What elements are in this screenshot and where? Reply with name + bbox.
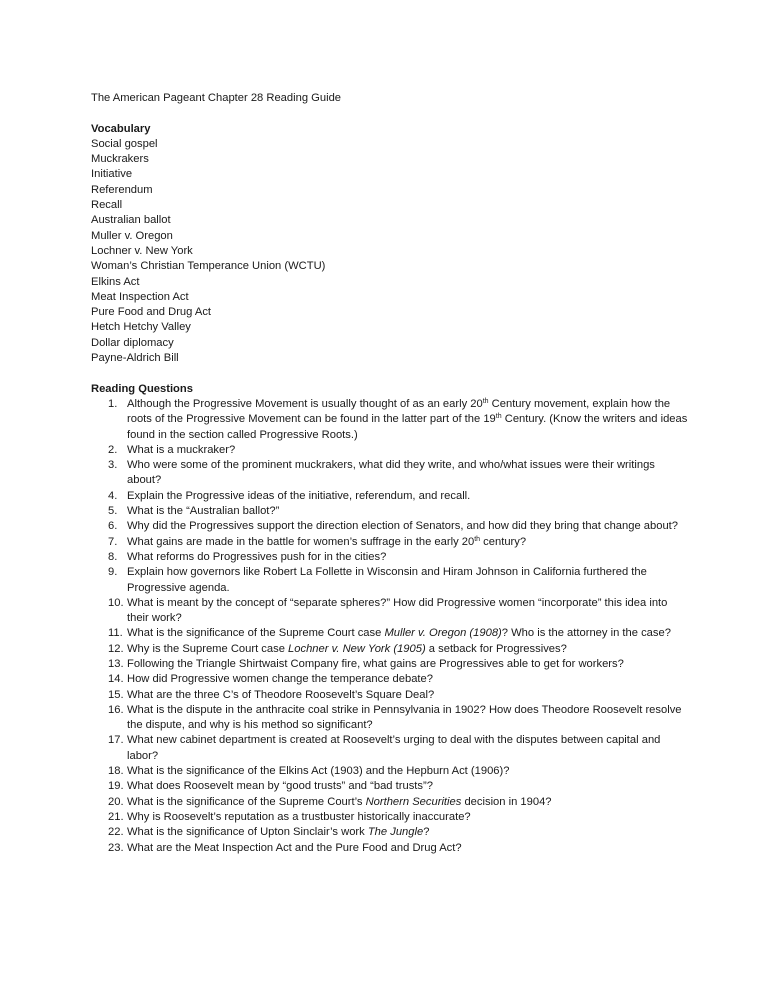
reading-question bbox=[91, 397, 691, 443]
vocabulary-item: Payne-Aldrich Bill bbox=[91, 352, 179, 365]
vocabulary-heading: Vocabulary bbox=[91, 122, 151, 135]
question-text bbox=[127, 520, 678, 532]
reading-question bbox=[91, 688, 691, 703]
question-number: 11. bbox=[108, 627, 123, 640]
text-run: What is a muckraker? bbox=[127, 443, 236, 456]
question-number: 6. bbox=[108, 520, 118, 533]
document-page bbox=[91, 91, 691, 856]
text-run: What new cabinet department is created at Roosevelt’s urging to deal with the disputes between capital and labor? bbox=[127, 734, 661, 762]
vocabulary-item: Hetch Hetchy Valley bbox=[91, 321, 191, 334]
text-run: a setback for Progressives? bbox=[425, 642, 567, 655]
vocabulary-item: Muckrakers bbox=[91, 153, 149, 166]
text-run: ? Who is the attorney in the case? bbox=[501, 627, 671, 640]
question-number: 21. bbox=[108, 810, 124, 823]
text-run: ? bbox=[423, 826, 430, 839]
question-number: 19. bbox=[108, 780, 124, 793]
question-number: 2. bbox=[108, 443, 118, 456]
question-number: 22. bbox=[108, 826, 124, 839]
vocabulary-item: Recall bbox=[91, 199, 123, 212]
text-run: Explain the Progressive ideas of the initiative, referendum, and recall. bbox=[127, 489, 471, 502]
reading-question bbox=[91, 489, 691, 504]
vocabulary-item: Elkins Act bbox=[91, 275, 140, 288]
text-run: What is the significance of the Supreme Court’s bbox=[127, 795, 366, 808]
question-number: 10. bbox=[108, 596, 124, 609]
question-text bbox=[127, 459, 655, 486]
reading-questions-heading: Reading Questions bbox=[91, 382, 193, 395]
question-text bbox=[127, 597, 667, 624]
vocabulary-item: Meat Inspection Act bbox=[91, 290, 189, 303]
document-title: The American Pageant Chapter 28 Reading Guide bbox=[91, 92, 342, 104]
reading-question bbox=[91, 657, 691, 672]
reading-question bbox=[91, 810, 691, 825]
vocabulary-item: Dollar diplomacy bbox=[91, 336, 174, 349]
text-run: What is the significance of the Supreme Court case bbox=[127, 627, 385, 640]
text-run: What does Roosevelt mean by “good trusts” and “bad trusts”? bbox=[127, 780, 433, 793]
question-text bbox=[127, 643, 567, 655]
text-run: Century movement, explain how the roots of the Progressive Movement can be found in the latter part of the 19 bbox=[127, 397, 671, 426]
text-run: What are the three C’s of Theodore Roosevelt’s Square Deal? bbox=[127, 688, 435, 701]
text-run: Why is the Supreme Court case bbox=[127, 642, 289, 655]
vocabulary-item: Muller v. Oregon bbox=[91, 229, 173, 242]
text-run: How did Progressive women change the temperance debate? bbox=[127, 673, 433, 686]
italic-title: The Jungle bbox=[367, 826, 424, 839]
question-number: 23. bbox=[108, 841, 124, 854]
question-number: 12. bbox=[108, 642, 124, 655]
question-number: 5. bbox=[108, 505, 118, 518]
text-run: Why is Roosevelt’s reputation as a trustbuster historically inaccurate? bbox=[127, 810, 471, 823]
reading-question bbox=[91, 596, 691, 627]
text-run: Who were some of the prominent muckrakers, what did they write, and who/what issues were their writings about? bbox=[127, 459, 655, 487]
question-text bbox=[127, 780, 433, 792]
question-text bbox=[127, 536, 526, 548]
text-run: What are the Meat Inspection Act and the Pure Food and Drug Act? bbox=[127, 841, 462, 854]
question-number: 9. bbox=[108, 566, 118, 579]
question-number: 14. bbox=[108, 673, 124, 686]
question-text bbox=[127, 627, 671, 639]
question-number: 1. bbox=[108, 397, 118, 410]
text-run: What is the significance of Upton Sinclair’s work bbox=[127, 826, 368, 839]
italic-title: Lochner v. New York (1905) bbox=[288, 642, 426, 655]
question-text bbox=[127, 505, 279, 517]
text-run: Although the Progressive Movement is usually thought of as an early 20 bbox=[127, 397, 483, 410]
text-run: What is the significance of the Elkins Act (1903) and the Hepburn Act (1906)? bbox=[127, 765, 510, 778]
question-number: 16. bbox=[108, 703, 124, 716]
reading-question bbox=[91, 535, 691, 550]
question-text bbox=[127, 551, 386, 563]
reading-question bbox=[91, 795, 691, 810]
vocabulary-list bbox=[91, 137, 691, 366]
question-text bbox=[127, 689, 434, 701]
question-text bbox=[127, 734, 660, 761]
question-text bbox=[127, 796, 552, 808]
text-run: Explain how governors like Robert La Follette in Wisconsin and Hiram Johnson in California furthered the Progressive agenda. bbox=[127, 566, 647, 594]
vocabulary-item: Referendum bbox=[91, 183, 153, 196]
vocabulary-item: Pure Food and Drug Act bbox=[91, 306, 212, 319]
reading-question bbox=[91, 443, 691, 458]
reading-question bbox=[91, 504, 691, 519]
question-number: 8. bbox=[108, 550, 118, 563]
italic-title: Northern Securities bbox=[365, 795, 462, 808]
text-run: Why did the Progressives support the direction election of Senators, and how did they bring that change about? bbox=[127, 520, 679, 533]
reading-question bbox=[91, 550, 691, 565]
reading-question bbox=[91, 733, 691, 764]
text-run: decision in 1904? bbox=[461, 795, 552, 808]
question-text bbox=[127, 658, 624, 670]
text-run: What reforms do Progressives push for in the cities? bbox=[127, 550, 387, 563]
question-number: 3. bbox=[108, 459, 118, 472]
text-run: Following the Triangle Shirtwaist Company fire, what gains are Progressives able to get for workers? bbox=[127, 657, 624, 670]
blank-line bbox=[91, 106, 691, 121]
reading-questions-list bbox=[91, 397, 691, 856]
reading-question bbox=[91, 779, 691, 794]
text-run: What is the dispute in the anthracite coal strike in Pennsylvania in 1902? How does Theodore Roosevelt resolve the dispute, and why is his method so significant? bbox=[127, 703, 682, 732]
question-text bbox=[127, 842, 462, 854]
reading-question bbox=[91, 764, 691, 779]
question-number: 18. bbox=[108, 765, 124, 778]
question-number: 4. bbox=[108, 489, 118, 502]
reading-question bbox=[91, 841, 691, 856]
reading-question bbox=[91, 642, 691, 657]
text-run: century? bbox=[480, 535, 527, 548]
text-run: What gains are made in the battle for women’s suffrage in the early 20 bbox=[127, 535, 475, 548]
question-text bbox=[127, 765, 509, 777]
question-text bbox=[127, 444, 235, 456]
text-run: What is the “Australian ballot?” bbox=[127, 505, 280, 518]
text-run: Century. (Know the writers and ideas found in the section called Progressive Roots.) bbox=[127, 413, 688, 441]
question-number: 20. bbox=[108, 795, 124, 808]
vocabulary-item: Social gospel bbox=[91, 137, 158, 150]
italic-title: Muller v. Oregon (1908) bbox=[384, 627, 502, 640]
question-text bbox=[127, 673, 433, 685]
vocabulary-item: Initiative bbox=[91, 168, 133, 181]
question-text bbox=[127, 398, 687, 441]
question-text bbox=[127, 826, 429, 838]
reading-question bbox=[91, 565, 691, 596]
reading-question bbox=[91, 703, 691, 734]
reading-question bbox=[91, 626, 691, 641]
vocabulary-item: Australian ballot bbox=[91, 214, 171, 227]
reading-question bbox=[91, 519, 691, 534]
reading-question bbox=[91, 458, 691, 489]
ordinal-suffix: th bbox=[474, 535, 481, 543]
vocabulary-item: Lochner v. New York bbox=[91, 244, 193, 257]
ordinal-suffix: th bbox=[482, 397, 489, 405]
vocabulary-item: Woman’s Christian Temperance Union (WCTU) bbox=[91, 260, 326, 273]
text-run: What is meant by the concept of “separate spheres?” How did Progressive women “incorporate” this idea into their work? bbox=[127, 596, 668, 625]
question-text bbox=[127, 704, 682, 731]
blank-line bbox=[91, 366, 691, 381]
question-number: 17. bbox=[108, 734, 124, 747]
question-text bbox=[127, 490, 470, 502]
reading-question bbox=[91, 825, 691, 840]
question-text bbox=[127, 811, 471, 823]
question-number: 7. bbox=[108, 535, 118, 548]
question-text bbox=[127, 566, 647, 593]
question-number: 15. bbox=[108, 688, 124, 701]
question-number: 13. bbox=[108, 657, 124, 670]
reading-question bbox=[91, 672, 691, 687]
ordinal-suffix: th bbox=[495, 413, 502, 421]
